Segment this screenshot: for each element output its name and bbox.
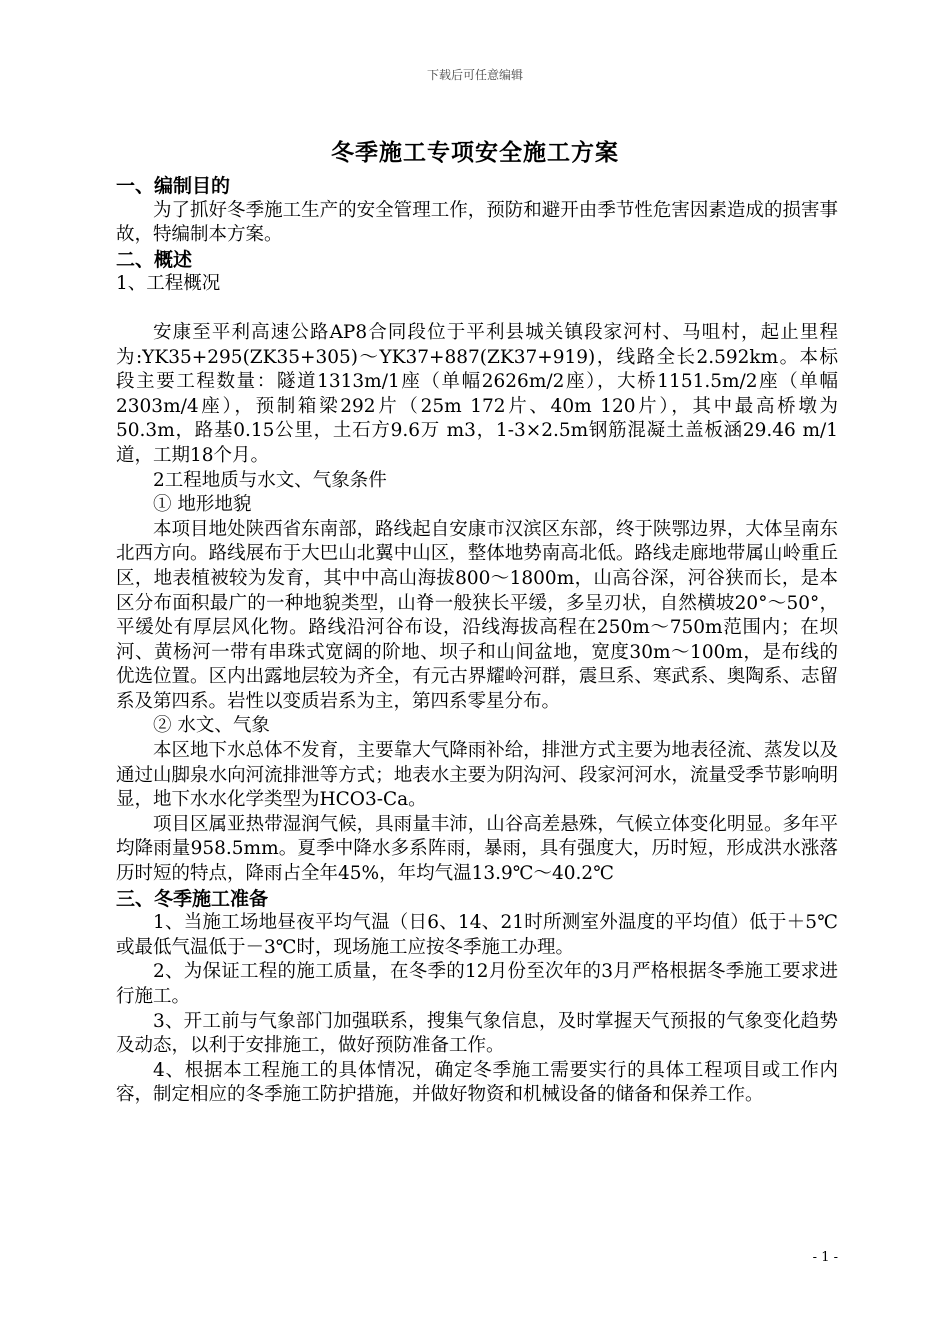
paragraph-prep-4: 4、根据本工程施工的具体情况，确定冬季施工需要实行的具体工程项目或工作内容，制定相应的冬季施工防护措施，并做好物资和机械设备的储备和保养工作。: [116, 1059, 838, 1106]
paragraph-project-overview: 安康至平利高速公路AP8合同段位于平利县城关镇段家河村、马咀村，起止里程为:YK35+295(ZK35+305)～YK37+887(ZK37+919)，线路全长2.592km。本标段主要工程数量：隧道1313m/1座（单幅2626m/2座），大桥1151.5m/2座（单幅2303m/4座），预制箱梁292片（25m 172片、40m 120片），其中最高桥墩为50.3m，路基0.15公里，土石方9.6万 m3，1-3×2.5m钢筋混凝土盖板涵29.46 m/1道，工期18个月。: [116, 321, 838, 466]
subheading-geology: 2工程地质与水文、气象条件: [153, 469, 387, 491]
subheading-hydrology: ② 水文、气象: [153, 715, 270, 737]
subheading-project-overview: 1、工程概况: [116, 273, 221, 295]
paragraph-prep-3: 3、开工前与气象部门加强联系，搜集气象信息，及时掌握天气预报的气象变化趋势及动态，以利于安排施工，做好预防准备工作。: [116, 1010, 838, 1057]
subheading-terrain: ① 地形地貌: [153, 494, 252, 516]
paragraph-purpose: 为了抓好冬季施工生产的安全管理工作，预防和避开由季节性危害因素造成的损害事故，特编制本方案。: [116, 199, 838, 246]
page-number: - 1 -: [812, 1250, 838, 1265]
paragraph-terrain: 本项目地处陕西省东南部，路线起自安康市汉滨区东部，终于陕鄂边界，大体呈南东北西方向。路线展布于大巴山北翼中山区，整体地势南高北低。路线走廊地带属山岭重丘区，地表植被较为发育，其中中高山海拔800～1800m，山高谷深，河谷狭而长，是本区分布面积最广的一种地貌类型，山脊一般狭长平缓，多呈刃状，自然横坡20°～50°，平缓处有厚层风化物。路线沿河谷布设，沿线海拔高程在250m～750m范围内；在坝河、黄杨河一带有串珠式宽阔的阶地、坝子和山间盆地，宽度30m～100m，是布线的优选位置。区内出露地层较为齐全，有元古界耀岭河群，震旦系、寒武系、奥陶系、志留系及第四系。岩性以变质岩系为主，第四系零星分布。: [116, 518, 838, 712]
paragraph-climate: 项目区属亚热带湿润气候，具雨量丰沛，山谷高差悬殊，气候立体变化明显。多年平均降雨量958.5mm。夏季中降水多系阵雨，暴雨，具有强度大，历时短，形成洪水涨落历时短的特点，降雨占全年45%，年均气温13.9℃～40.2℃: [116, 813, 838, 885]
document-body: [116, 174, 838, 1108]
spacer: [116, 297, 838, 321]
section-heading-preparation: 三、冬季施工准备: [116, 887, 269, 910]
paragraph-prep-1: 1、当施工场地昼夜平均气温（日6、14、21时所测室外温度的平均值）低于＋5℃或最低气温低于－3℃时，现场施工应按冬季施工办理。: [116, 912, 838, 958]
paragraph-prep-2: 2、为保证工程的施工质量，在冬季的12月份至次年的3月严格根据冬季施工要求进行施工。: [116, 961, 838, 1007]
page-header: 下载后可任意编辑: [426, 68, 523, 82]
section-heading-overview: 二、概述: [116, 248, 193, 271]
document-title: 冬季施工专项安全施工方案: [331, 139, 619, 166]
section-heading-purpose: 一、编制目的: [116, 175, 231, 197]
paragraph-hydrology: 本区地下水总体不发育，主要靠大气降雨补给，排泄方式主要为地表径流、蒸发以及通过山脚泉水向河流排泄等方式；地表水主要为阴沟河、段家河河水，流量受季节影响明显，地下水水化学类型为HCO3-Ca。: [116, 740, 838, 811]
